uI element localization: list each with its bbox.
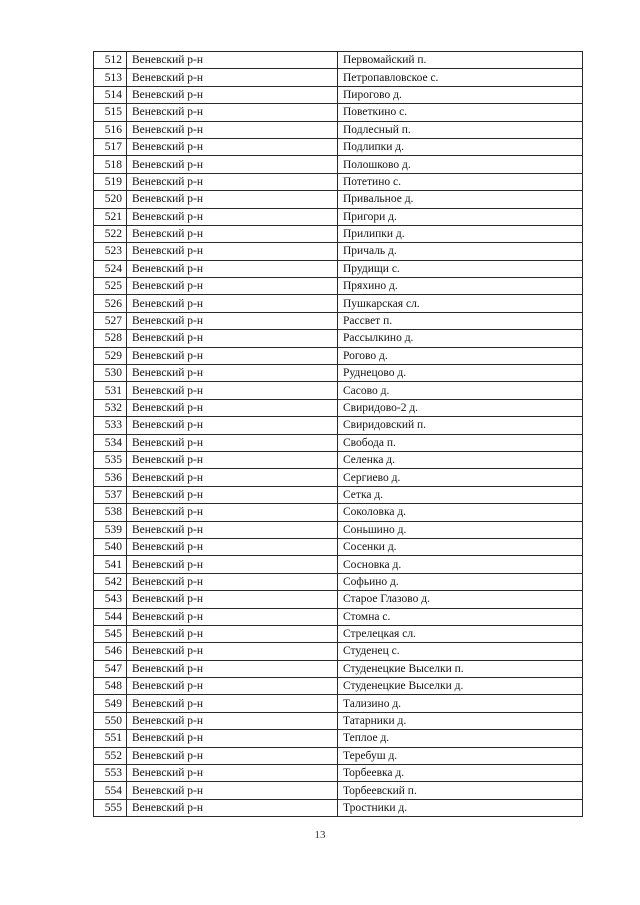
district-cell: Веневский р-н [127,52,338,69]
settlement-cell: Тростники д. [338,799,583,816]
district-cell: Веневский р-н [127,573,338,590]
table-row [94,660,583,677]
row-number-cell: 531 [94,382,127,399]
row-number-cell: 517 [94,138,127,155]
row-number-cell: 536 [94,469,127,486]
row-number-cell: 529 [94,347,127,364]
table-row [94,504,583,521]
settlement-cell: Татарники д. [338,712,583,729]
table-row [94,678,583,695]
district-cell: Веневский р-н [127,556,338,573]
row-number-cell: 532 [94,399,127,416]
table-row [94,138,583,155]
settlement-cell: Пушкарская сл. [338,295,583,312]
row-number-cell: 546 [94,643,127,660]
row-number-cell: 521 [94,208,127,225]
district-cell: Веневский р-н [127,417,338,434]
district-cell: Веневский р-н [127,330,338,347]
table-row [94,556,583,573]
settlement-cell: Свиридовский п. [338,417,583,434]
settlement-cell: Сосновка д. [338,556,583,573]
table-row [94,69,583,86]
page-number: 13 [314,829,326,841]
table-row [94,625,583,642]
table-row [94,712,583,729]
settlement-cell: Стомна с. [338,608,583,625]
table-row [94,451,583,468]
settlement-cell: Руднецово д. [338,365,583,382]
settlement-cell: Студенецкие Выселки п. [338,660,583,677]
district-cell: Веневский р-н [127,138,338,155]
row-number-cell: 541 [94,556,127,573]
row-number-cell: 524 [94,260,127,277]
settlement-cell: Привальное д. [338,191,583,208]
district-cell: Веневский р-н [127,765,338,782]
row-number-cell: 552 [94,747,127,764]
district-cell: Веневский р-н [127,660,338,677]
district-cell: Веневский р-н [127,86,338,103]
table-row [94,799,583,816]
row-number-cell: 544 [94,608,127,625]
row-number-cell: 555 [94,799,127,816]
district-cell: Веневский р-н [127,451,338,468]
table-row [94,747,583,764]
row-number-cell: 539 [94,521,127,538]
row-number-cell: 530 [94,365,127,382]
settlement-cell: Торбеевский п. [338,782,583,799]
table-row [94,765,583,782]
table-row [94,591,583,608]
row-number-cell: 551 [94,730,127,747]
table-row [94,417,583,434]
table-row [94,243,583,260]
settlement-cell: Рогово д. [338,347,583,364]
table-row [94,52,583,69]
row-number-cell: 525 [94,278,127,295]
row-number-cell: 513 [94,69,127,86]
table-row [94,121,583,138]
table-row [94,86,583,103]
settlement-cell: Подлипки д. [338,138,583,155]
row-number-cell: 538 [94,504,127,521]
district-cell: Веневский р-н [127,469,338,486]
district-cell: Веневский р-н [127,208,338,225]
row-number-cell: 526 [94,295,127,312]
row-number-cell: 522 [94,225,127,242]
settlement-cell: Стрелецкая сл. [338,625,583,642]
settlement-cell: Теребуш д. [338,747,583,764]
district-cell: Веневский р-н [127,643,338,660]
table-row [94,434,583,451]
settlement-cell: Прилипки д. [338,225,583,242]
settlement-cell: Пирогово д. [338,86,583,103]
settlement-cell: Полошково д. [338,156,583,173]
district-cell: Веневский р-н [127,121,338,138]
row-number-cell: 520 [94,191,127,208]
settlement-cell: Соньшино д. [338,521,583,538]
district-cell: Веневский р-н [127,243,338,260]
row-number-cell: 515 [94,104,127,121]
district-cell: Веневский р-н [127,434,338,451]
district-cell: Веневский р-н [127,312,338,329]
table-row [94,643,583,660]
settlement-cell: Соколовка д. [338,504,583,521]
row-number-cell: 516 [94,121,127,138]
table-row [94,521,583,538]
table-row [94,260,583,277]
row-number-cell: 554 [94,782,127,799]
row-number-cell: 534 [94,434,127,451]
district-cell: Веневский р-н [127,712,338,729]
table-row [94,730,583,747]
table-row [94,173,583,190]
table-row [94,399,583,416]
settlement-cell: Первомайский п. [338,52,583,69]
settlement-cell: Рассвет п. [338,312,583,329]
settlement-cell: Софьино д. [338,573,583,590]
settlement-cell: Потетино с. [338,173,583,190]
table-row [94,486,583,503]
table-row [94,782,583,799]
district-cell: Веневский р-н [127,591,338,608]
row-number-cell: 550 [94,712,127,729]
settlement-cell: Тализино д. [338,695,583,712]
district-cell: Веневский р-н [127,799,338,816]
row-number-cell: 542 [94,573,127,590]
district-cell: Веневский р-н [127,156,338,173]
settlement-cell: Теплое д. [338,730,583,747]
table-row [94,573,583,590]
district-cell: Веневский р-н [127,347,338,364]
settlement-cell: Селенка д. [338,451,583,468]
table-row [94,608,583,625]
district-cell: Веневский р-н [127,365,338,382]
settlement-cell: Студенец с. [338,643,583,660]
district-cell: Веневский р-н [127,278,338,295]
settlement-cell: Причаль д. [338,243,583,260]
table-row [94,156,583,173]
row-number-cell: 527 [94,312,127,329]
district-cell: Веневский р-н [127,678,338,695]
district-cell: Веневский р-н [127,295,338,312]
district-cell: Веневский р-н [127,382,338,399]
row-number-cell: 512 [94,52,127,69]
settlement-cell: Свиридово-2 д. [338,399,583,416]
table-row [94,347,583,364]
settlement-cell: Пригори д. [338,208,583,225]
settlement-cell: Сергиево д. [338,469,583,486]
settlement-cell: Пряхино д. [338,278,583,295]
district-cell: Веневский р-н [127,399,338,416]
row-number-cell: 533 [94,417,127,434]
table-row [94,225,583,242]
district-cell: Веневский р-н [127,538,338,555]
district-cell: Веневский р-н [127,173,338,190]
district-cell: Веневский р-н [127,747,338,764]
settlement-cell: Торбеевка д. [338,765,583,782]
row-number-cell: 540 [94,538,127,555]
district-cell: Веневский р-н [127,486,338,503]
table-body [94,52,583,817]
row-number-cell: 553 [94,765,127,782]
table-row [94,295,583,312]
district-cell: Веневский р-н [127,104,338,121]
district-cell: Веневский р-н [127,260,338,277]
settlement-cell: Сасово д. [338,382,583,399]
district-cell: Веневский р-н [127,695,338,712]
settlements-table [93,51,583,817]
table-row [94,382,583,399]
district-cell: Веневский р-н [127,782,338,799]
settlement-cell: Сосенки д. [338,538,583,555]
row-number-cell: 537 [94,486,127,503]
row-number-cell: 543 [94,591,127,608]
settlement-cell: Старое Глазово д. [338,591,583,608]
table-row [94,469,583,486]
district-cell: Веневский р-н [127,608,338,625]
table-row [94,278,583,295]
district-cell: Веневский р-н [127,69,338,86]
district-cell: Веневский р-н [127,191,338,208]
settlement-cell: Петропавловское с. [338,69,583,86]
table-row [94,104,583,121]
table-row [94,695,583,712]
settlement-cell: Прудищи с. [338,260,583,277]
table-row [94,312,583,329]
district-cell: Веневский р-н [127,625,338,642]
row-number-cell: 547 [94,660,127,677]
settlement-cell: Свобода п. [338,434,583,451]
table-row [94,208,583,225]
row-number-cell: 548 [94,678,127,695]
row-number-cell: 514 [94,86,127,103]
settlement-cell: Подлесный п. [338,121,583,138]
row-number-cell: 528 [94,330,127,347]
row-number-cell: 535 [94,451,127,468]
table-row [94,330,583,347]
table-row [94,538,583,555]
district-cell: Веневский р-н [127,730,338,747]
district-cell: Веневский р-н [127,225,338,242]
settlement-cell: Студенецкие Выселки д. [338,678,583,695]
row-number-cell: 545 [94,625,127,642]
settlement-cell: Сетка д. [338,486,583,503]
district-cell: Веневский р-н [127,504,338,521]
row-number-cell: 549 [94,695,127,712]
table-row [94,191,583,208]
district-cell: Веневский р-н [127,521,338,538]
settlement-cell: Поветкино с. [338,104,583,121]
row-number-cell: 518 [94,156,127,173]
row-number-cell: 519 [94,173,127,190]
row-number-cell: 523 [94,243,127,260]
settlement-cell: Рассылкино д. [338,330,583,347]
table-row [94,365,583,382]
